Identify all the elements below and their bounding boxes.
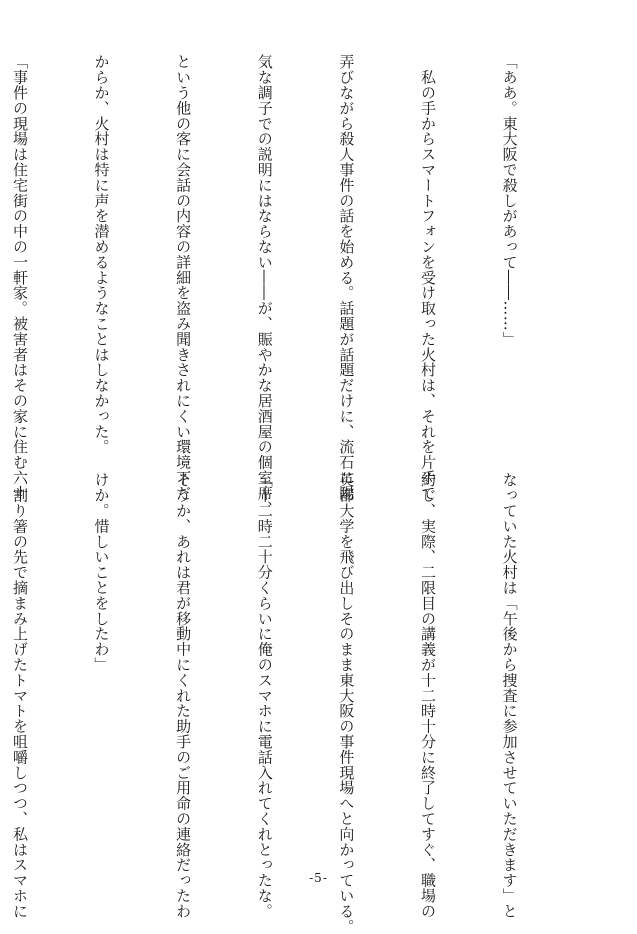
text-line: 英都大学を飛び出しそのまま東大阪の事件現場へと向かっている。 (337, 472, 356, 934)
lower-text-block (10, 472, 577, 934)
text-line: という他の客に会話の内容の詳細を盗み聞きされにくい環境下だ (174, 54, 193, 501)
text-line: そうか、あれは君が移動中にくれた助手のご用命の連絡だったわ (174, 472, 193, 919)
text-line: なっていた火村は「午後から捜査に参加させていただきます」と (500, 472, 519, 919)
text-line: 私の手からスマートフォンを受け取った火村は、それを片手で (418, 54, 437, 501)
page-number: -5- (309, 871, 328, 885)
text-line: 弄びながら殺人事件の話を始める。話題が話題だけに、流石に陽 (337, 54, 356, 501)
text-line: 約し、実際、二限目の講義が十二時十分に終了してすぐ、職場の (418, 472, 437, 919)
text-line: 「ああ。東大阪で殺しがあって――……」 (500, 54, 519, 347)
text-line: けか。惜しいことをしたわ」 (92, 472, 111, 673)
text-line: 「十二時二十分くらいに俺のスマホに電話入れてくれとったな。 (255, 472, 274, 919)
text-line: 「事件の現場は住宅街の中の一軒家。被害者はその家に住む六十 (10, 54, 29, 501)
upper-text-block (10, 54, 577, 516)
text-line: 気な調子での説明にはならない――が、賑やかな居酒屋の個室席、 (255, 54, 274, 516)
text-line: 割り箸の先で摘まみ上げたトマトを咀嚼しつつ、私はスマホに (10, 472, 29, 919)
text-line: からか、火村は特に声を潜めるようなことはしなかった。 (92, 54, 111, 455)
